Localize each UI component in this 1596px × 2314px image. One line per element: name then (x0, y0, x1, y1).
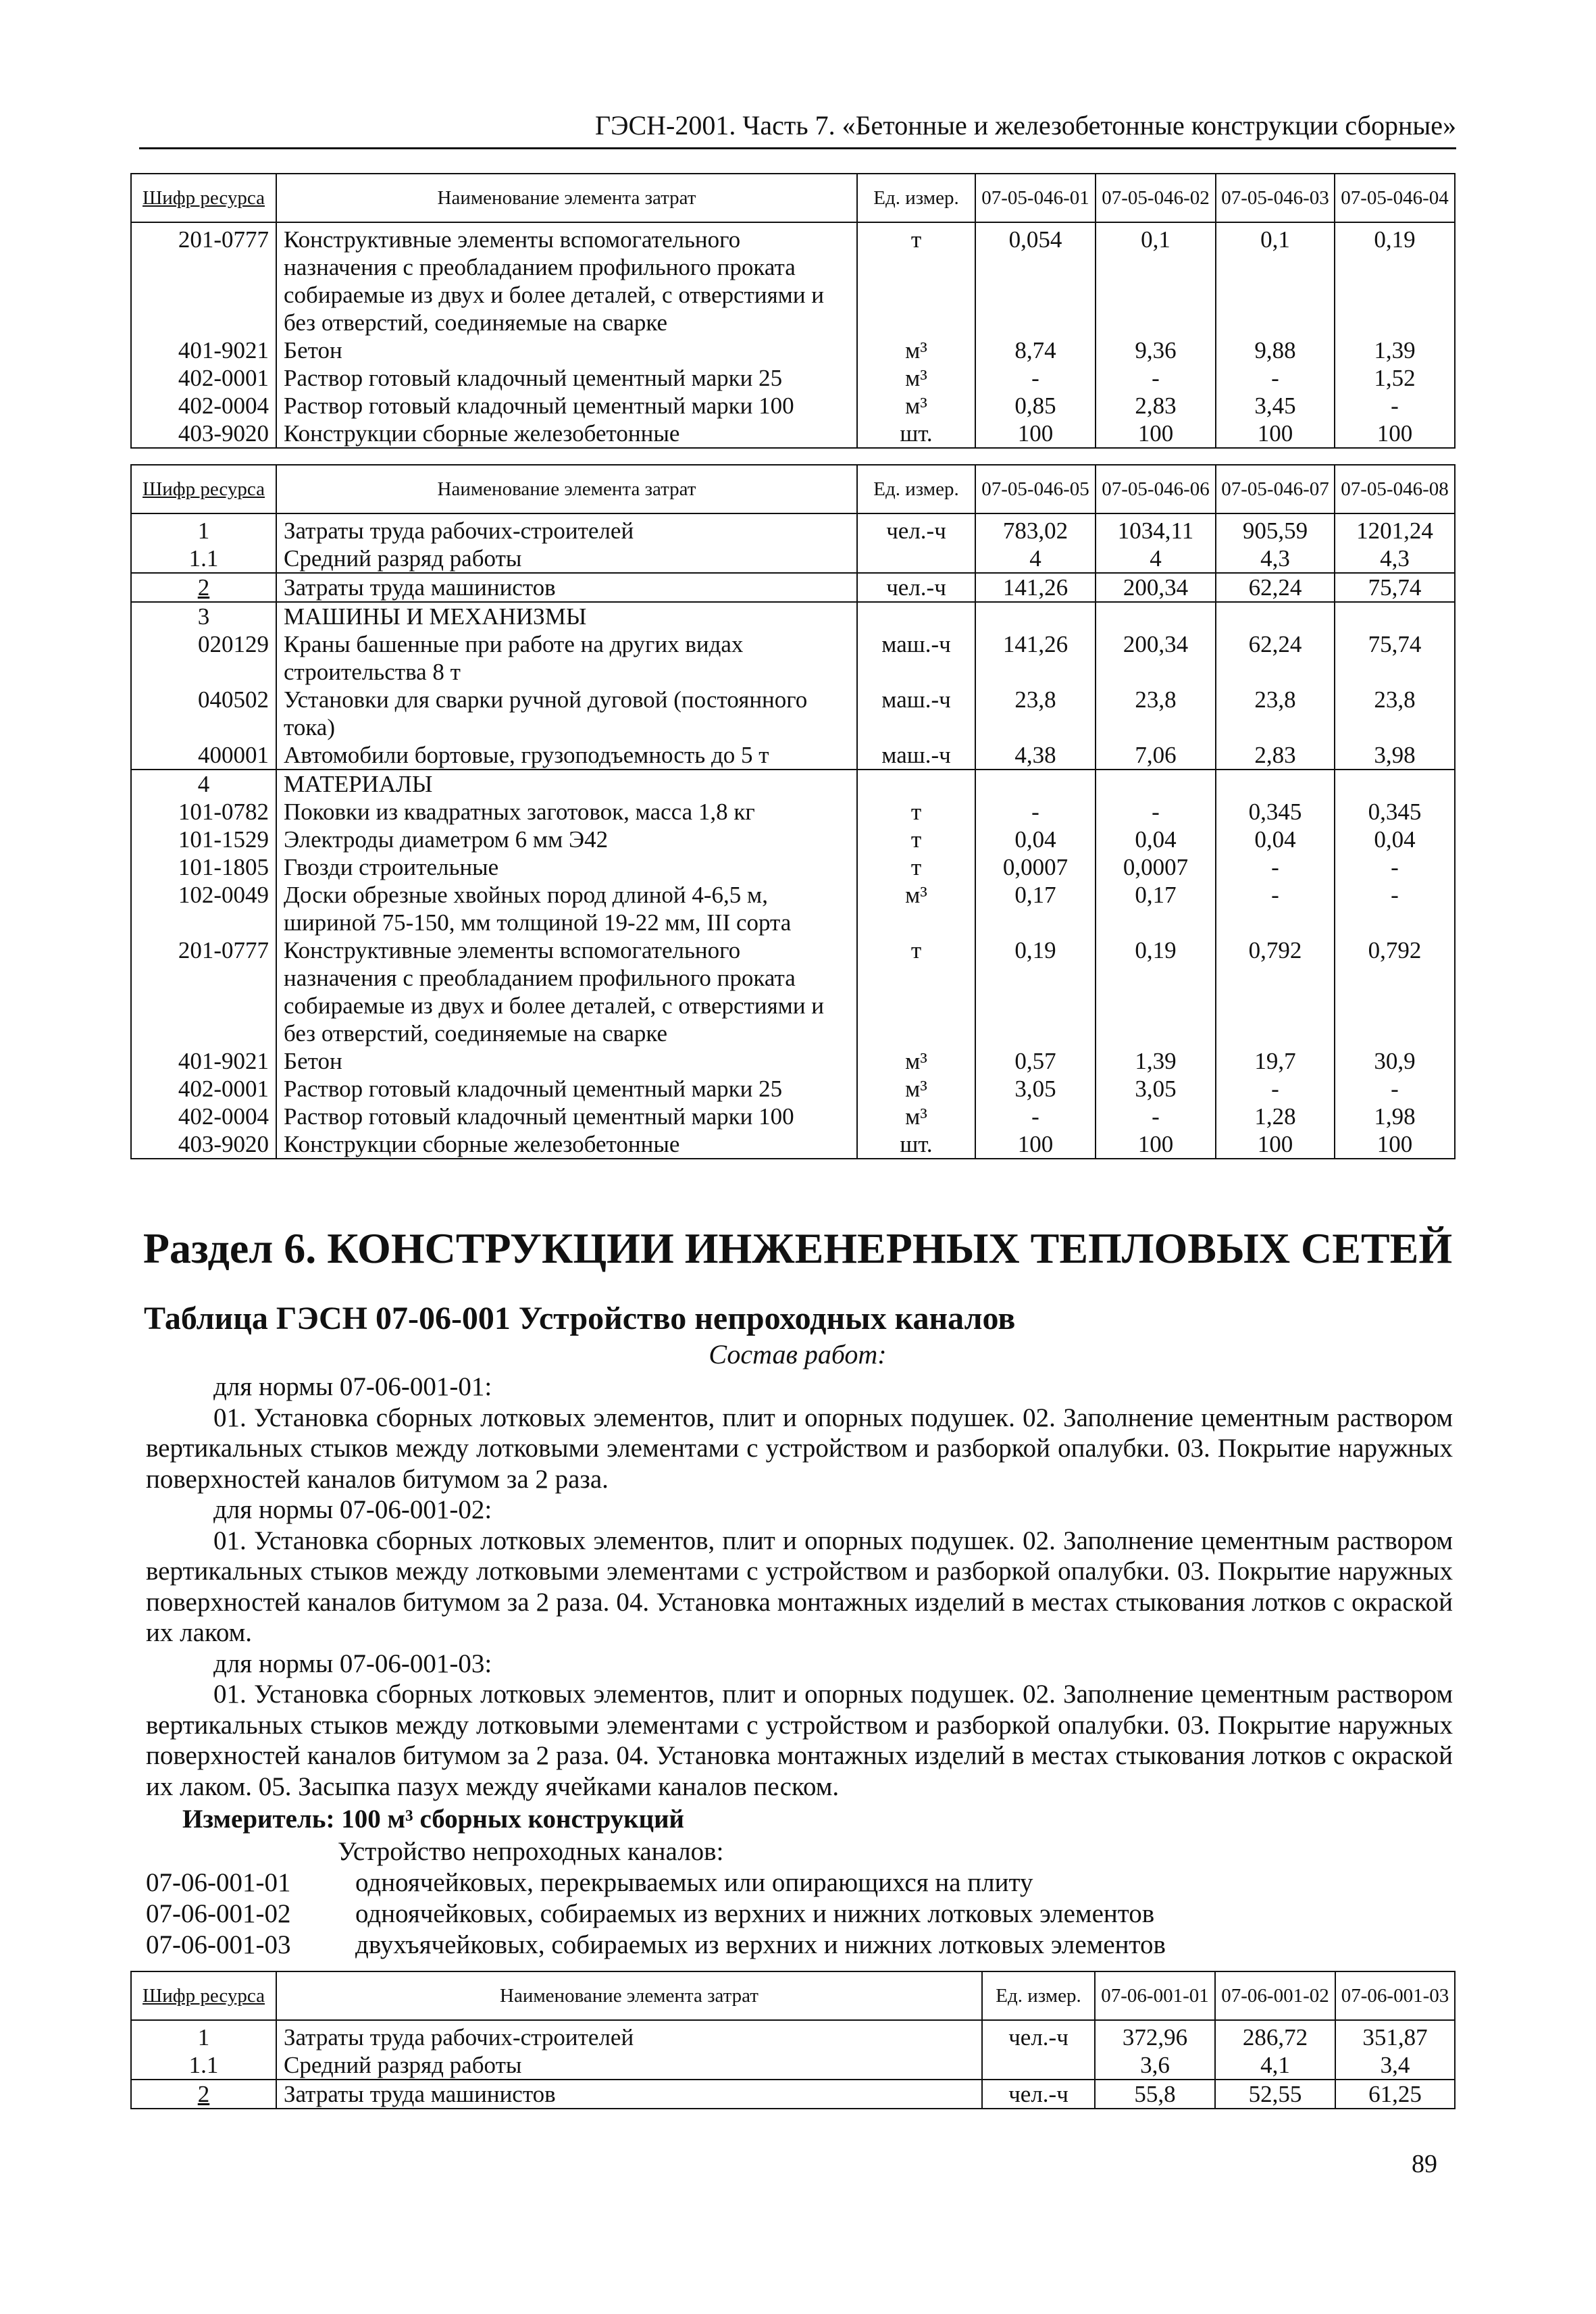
table-row (131, 1130, 1455, 1159)
table-row (131, 798, 1455, 826)
unit: м³ (857, 1047, 975, 1075)
value: 3,05 (1096, 1075, 1216, 1103)
unit: т (857, 222, 975, 336)
value: 23,8 (1096, 686, 1216, 741)
variant-row (146, 1898, 1429, 1930)
table-title: Таблица ГЭСН 07-06-001 Устройство непроходных каналов (144, 1301, 1016, 1336)
variant-code: 07-06-001-03 (146, 1930, 291, 1959)
resource-name: Затраты труда рабочих-строителей (276, 513, 857, 545)
table-row (131, 222, 1455, 336)
value: 0,792 (1335, 936, 1455, 1047)
unit: чел.-ч (982, 2020, 1095, 2051)
value: 1,52 (1335, 364, 1455, 392)
resource-code: 403-9020 (131, 420, 276, 448)
resource-name: Поковки из квадратных заготовок, масса 1,8 кг (276, 798, 857, 826)
col-header-name: Наименование элемента затрат (276, 1971, 982, 2020)
unit (857, 545, 975, 573)
table-row (131, 2051, 1455, 2080)
resource-name: Средний разряд работы (276, 545, 857, 573)
value: 905,59 (1216, 513, 1335, 545)
col-header-norm-4: 07-05-046-04 (1335, 174, 1455, 222)
resource-code: 102-0049 (131, 881, 276, 936)
resource-table-046-01-04 (130, 173, 1456, 449)
unit: т (857, 853, 975, 881)
value: 3,6 (1095, 2051, 1215, 2080)
resource-code: 4 (131, 770, 276, 798)
variant-text: одноячейковых, собираемых из верхних и нижних лотковых элементов (355, 1899, 1155, 1928)
table-row (131, 1075, 1455, 1103)
col-header-norm-1: 07-05-046-01 (975, 174, 1096, 222)
table-row (131, 686, 1455, 741)
resource-name: Средний разряд работы (276, 2051, 982, 2080)
value: 23,8 (975, 686, 1096, 741)
value: 0,345 (1335, 798, 1455, 826)
value: 4,1 (1215, 2051, 1335, 2080)
value: 75,74 (1335, 573, 1455, 602)
unit: шт. (857, 420, 975, 448)
value: 372,96 (1095, 2020, 1215, 2051)
col-header-norm-3: 07-06-001-03 (1335, 1971, 1455, 2020)
value: 0,04 (1216, 826, 1335, 853)
table-row (131, 545, 1455, 573)
resource-name: Краны башенные при работе на других видах строительства 8 т (276, 630, 857, 686)
variant-code: 07-06-001-02 (146, 1899, 291, 1928)
table-row (131, 2080, 1455, 2109)
value: 0,19 (1335, 222, 1455, 336)
value (1335, 770, 1455, 798)
unit: т (857, 936, 975, 1047)
value: - (1216, 853, 1335, 881)
value: 783,02 (975, 513, 1096, 545)
value: 30,9 (1335, 1047, 1455, 1075)
value: - (1096, 798, 1216, 826)
col-header-norm-2: 07-05-046-02 (1096, 174, 1216, 222)
resource-code: 040502 (131, 686, 276, 741)
unit: маш.-ч (857, 741, 975, 770)
value: 9,36 (1096, 336, 1216, 364)
value (975, 770, 1096, 798)
resource-name: Гвозди строительные (276, 853, 857, 881)
unit: м³ (857, 1103, 975, 1130)
table-row (131, 392, 1455, 420)
resource-table-06-001 (130, 1971, 1456, 2109)
value: - (1216, 364, 1335, 392)
group-heading-materials: МАТЕРИАЛЫ (276, 770, 857, 798)
value: 23,8 (1216, 686, 1335, 741)
unit (857, 770, 975, 798)
resource-name: Раствор готовый кладочный цементный марки 100 (276, 1103, 857, 1130)
norm-label: для нормы 07-06-001-02: (213, 1495, 492, 1524)
resource-name: Конструктивные элементы вспомогательного назначения с преобладанием профильного проката собираемые из двух и более деталей, с отверстиями и без отверстий, соединяемые на сварке (276, 222, 857, 336)
value: 1,98 (1335, 1103, 1455, 1130)
value: - (1096, 1103, 1216, 1130)
unit: м³ (857, 392, 975, 420)
resource-name: Установки для сварки ручной дуговой (постоянного тока) (276, 686, 857, 741)
variant-row (146, 1867, 1429, 1898)
value: - (1335, 1075, 1455, 1103)
value (1216, 770, 1335, 798)
value: 2,83 (1216, 741, 1335, 770)
unit: м³ (857, 364, 975, 392)
unit (982, 2051, 1095, 2080)
resource-table-046-05-08 (130, 464, 1456, 1159)
value (1096, 770, 1216, 798)
value: 0,04 (1096, 826, 1216, 853)
resource-name: Затраты труда рабочих-строителей (276, 2020, 982, 2051)
value: 0,054 (975, 222, 1096, 336)
unit: т (857, 826, 975, 853)
resource-name: Затраты труда машинистов (276, 573, 857, 602)
col-header-norm-3: 07-05-046-03 (1216, 174, 1335, 222)
value (1216, 602, 1335, 630)
value: 100 (1216, 1130, 1335, 1159)
value: 100 (1096, 1130, 1216, 1159)
resource-code: 402-0004 (131, 392, 276, 420)
resource-name: Раствор готовый кладочный цементный марки 25 (276, 364, 857, 392)
norm-description: 01. Установка сборных лотковых элементов, плит и опорных подушек. 02. Заполнение цементным раствором вертикальных стыков между лотковыми элементами с устройством и разборкой опалубки. 03. Покрытие наружных поверхностей каналов битумом за 2 раза. (146, 1403, 1453, 1494)
composition-caption: Состав работ: (709, 1339, 887, 1369)
table-row (131, 364, 1455, 392)
resource-code: 401-9021 (131, 336, 276, 364)
resource-code: 402-0001 (131, 364, 276, 392)
col-header-norm-1: 07-06-001-01 (1095, 1971, 1215, 2020)
table-row (131, 420, 1455, 448)
unit: маш.-ч (857, 630, 975, 686)
value: 4 (1096, 545, 1216, 573)
table-row-group-heading (131, 602, 1455, 630)
value: - (1335, 392, 1455, 420)
value: 62,24 (1216, 573, 1335, 602)
resource-code: 1 (131, 2020, 276, 2051)
col-header-norm-2: 07-06-001-02 (1215, 1971, 1335, 2020)
col-header-name: Наименование элемента затрат (276, 465, 857, 513)
value: 4,3 (1216, 545, 1335, 573)
resource-name: Автомобили бортовые, грузоподъемность до 5 т (276, 741, 857, 770)
resource-code: 101-0782 (131, 798, 276, 826)
value: 62,24 (1216, 630, 1335, 686)
variant-text: двухъячейковых, собираемых из верхних и нижних лотковых элементов (355, 1930, 1166, 1959)
value: 4,3 (1335, 545, 1455, 573)
resource-name: Доски обрезные хвойных пород длиной 4-6,5 м, шириной 75-150, мм толщиной 19-22 мм, III сорта (276, 881, 857, 936)
value: - (1335, 881, 1455, 936)
measurer: Измеритель: 100 м³ сборных конструкций (182, 1805, 685, 1834)
table-row (131, 336, 1455, 364)
value: 100 (1216, 420, 1335, 448)
variant-text: одноячейковых, перекрываемых или опирающихся на плиту (355, 1868, 1033, 1897)
value: 0,85 (975, 392, 1096, 420)
value: 0,0007 (1096, 853, 1216, 881)
table-row (131, 826, 1455, 853)
value: 1,39 (1096, 1047, 1216, 1075)
value: - (1335, 853, 1455, 881)
table-row (131, 853, 1455, 881)
col-header-norm-7: 07-05-046-07 (1216, 465, 1335, 513)
table-row-group-heading (131, 770, 1455, 798)
unit: маш.-ч (857, 686, 975, 741)
section-title: Раздел 6. КОНСТРУКЦИИ ИНЖЕНЕРНЫХ ТЕПЛОВЫХ СЕТЕЙ (143, 1224, 1453, 1272)
table-row (131, 1047, 1455, 1075)
table-row (131, 513, 1455, 545)
value: 100 (1335, 420, 1455, 448)
unit: м³ (857, 881, 975, 936)
resource-name: Конструктивные элементы вспомогательного назначения с преобладанием профильного проката собираемые из двух и более деталей, с отверстиями и без отверстий, соединяемые на сварке (276, 936, 857, 1047)
value: 100 (975, 420, 1096, 448)
value: 0,19 (1096, 936, 1216, 1047)
resource-code: 2 (131, 573, 276, 602)
value: 52,55 (1215, 2080, 1335, 2109)
resource-code: 1.1 (131, 2051, 276, 2080)
value: 0,19 (975, 936, 1096, 1047)
resource-name: Бетон (276, 1047, 857, 1075)
col-header-unit: Ед. измер. (982, 1971, 1095, 2020)
resource-name: Бетон (276, 336, 857, 364)
table-row (131, 1103, 1455, 1130)
col-header-norm-8: 07-05-046-08 (1335, 465, 1455, 513)
value: 3,4 (1335, 2051, 1455, 2080)
resource-name: Конструкции сборные железобетонные (276, 420, 857, 448)
value: 8,74 (975, 336, 1096, 364)
col-header-unit: Ед. измер. (857, 465, 975, 513)
value: 0,792 (1216, 936, 1335, 1047)
resource-name: Раствор готовый кладочный цементный марки 25 (276, 1075, 857, 1103)
resource-name: Электроды диаметром 6 мм Э42 (276, 826, 857, 853)
resource-code: 3 (131, 602, 276, 630)
unit: м³ (857, 1075, 975, 1103)
norm-description: 01. Установка сборных лотковых элементов, плит и опорных подушек. 02. Заполнение цементным раствором вертикальных стыков между лотковыми элементами с устройством и разборкой опалубки. 03. Покрытие наружных поверхностей каналов битумом за 2 раза. 04. Установка монтажных изделий в местах стыкования лотков с окраской их лаком. (146, 1526, 1453, 1647)
resource-code: 402-0001 (131, 1075, 276, 1103)
value (1335, 602, 1455, 630)
unit: чел.-ч (857, 513, 975, 545)
value: 55,8 (1095, 2080, 1215, 2109)
resource-code: 401-9021 (131, 1047, 276, 1075)
value: 100 (975, 1130, 1096, 1159)
resource-name: Конструкции сборные железобетонные (276, 1130, 857, 1159)
value: 4,38 (975, 741, 1096, 770)
value: 100 (1335, 1130, 1455, 1159)
resource-code: 403-9020 (131, 1130, 276, 1159)
value: - (975, 364, 1096, 392)
resource-code: 402-0004 (131, 1103, 276, 1130)
value: 0,0007 (975, 853, 1096, 881)
unit: т (857, 798, 975, 826)
value: 100 (1096, 420, 1216, 448)
value: 0,04 (975, 826, 1096, 853)
value: 9,88 (1216, 336, 1335, 364)
variant-code: 07-06-001-01 (146, 1868, 291, 1897)
value: 0,17 (975, 881, 1096, 936)
value: 286,72 (1215, 2020, 1335, 2051)
value: 75,74 (1335, 630, 1455, 686)
value: 1,39 (1335, 336, 1455, 364)
resource-code: 1 (131, 513, 276, 545)
value: 3,98 (1335, 741, 1455, 770)
value: 0,1 (1216, 222, 1335, 336)
work-composition (146, 1372, 1453, 1802)
value: 61,25 (1335, 2080, 1455, 2109)
value: 200,34 (1096, 573, 1216, 602)
resource-name: Раствор готовый кладочный цементный марки 100 (276, 392, 857, 420)
value: 0,345 (1216, 798, 1335, 826)
value: - (1216, 881, 1335, 936)
measurer-intro: Устройство непроходных каналов: (338, 1837, 724, 1866)
resource-code: 400001 (131, 741, 276, 770)
value: 23,8 (1335, 686, 1455, 741)
col-header-unit: Ед. измер. (857, 174, 975, 222)
value (975, 602, 1096, 630)
table-row (131, 573, 1455, 602)
value: 3,45 (1216, 392, 1335, 420)
value: 7,06 (1096, 741, 1216, 770)
table-row (131, 630, 1455, 686)
group-heading-machinery: МАШИНЫ И МЕХАНИЗМЫ (276, 602, 857, 630)
value: 351,87 (1335, 2020, 1455, 2051)
value: - (975, 1103, 1096, 1130)
running-header: ГЭСН-2001. Часть 7. «Бетонные и железобетонные конструкции сборные» (139, 108, 1456, 149)
col-header-norm-6: 07-05-046-06 (1096, 465, 1216, 513)
col-header-code: Шифр ресурса (131, 465, 276, 513)
unit: чел.-ч (982, 2080, 1095, 2109)
resource-code: 201-0777 (131, 222, 276, 336)
col-header-name: Наименование элемента затрат (276, 174, 857, 222)
value: 0,17 (1096, 881, 1216, 936)
col-header-norm-5: 07-05-046-05 (975, 465, 1096, 513)
resource-code: 101-1805 (131, 853, 276, 881)
table-row (131, 936, 1455, 1047)
value: - (975, 798, 1096, 826)
page-number: 89 (1412, 2150, 1437, 2178)
unit (857, 602, 975, 630)
table-row (131, 881, 1455, 936)
value: - (1216, 1075, 1335, 1103)
resource-name: Затраты труда машинистов (276, 2080, 982, 2109)
resource-code: 2 (131, 2080, 276, 2109)
resource-code: 201-0777 (131, 936, 276, 1047)
value: 1201,24 (1335, 513, 1455, 545)
unit: чел.-ч (857, 573, 975, 602)
table-row (131, 2020, 1455, 2051)
norm-label: для нормы 07-06-001-03: (213, 1649, 492, 1678)
value: 0,04 (1335, 826, 1455, 853)
unit: шт. (857, 1130, 975, 1159)
col-header-code: Шифр ресурса (131, 1971, 276, 2020)
value: 0,57 (975, 1047, 1096, 1075)
resource-code: 020129 (131, 630, 276, 686)
resource-code: 101-1529 (131, 826, 276, 853)
value: 19,7 (1216, 1047, 1335, 1075)
value: - (1096, 364, 1216, 392)
value: 1034,11 (1096, 513, 1216, 545)
norm-description: 01. Установка сборных лотковых элементов, плит и опорных подушек. 02. Заполнение цементным раствором вертикальных стыков между лотковыми элементами с устройством и разборкой опалубки. 03. Покрытие наружных поверхностей каналов битумом за 2 раза. 04. Установка монтажных изделий в местах стыкования лотков с окраской их лаком. 05. Засыпка пазух между ячейками каналов песком. (146, 1680, 1453, 1801)
col-header-code: Шифр ресурса (131, 174, 276, 222)
value (1096, 602, 1216, 630)
value: 200,34 (1096, 630, 1216, 686)
norm-label: для нормы 07-06-001-01: (213, 1372, 492, 1401)
resource-code: 1.1 (131, 545, 276, 573)
value: 141,26 (975, 630, 1096, 686)
variant-row (146, 1930, 1429, 1961)
value: 0,1 (1096, 222, 1216, 336)
value: 1,28 (1216, 1103, 1335, 1130)
value: 3,05 (975, 1075, 1096, 1103)
value: 4 (975, 545, 1096, 573)
value: 2,83 (1096, 392, 1216, 420)
value: 141,26 (975, 573, 1096, 602)
table-row (131, 741, 1455, 770)
unit: м³ (857, 336, 975, 364)
